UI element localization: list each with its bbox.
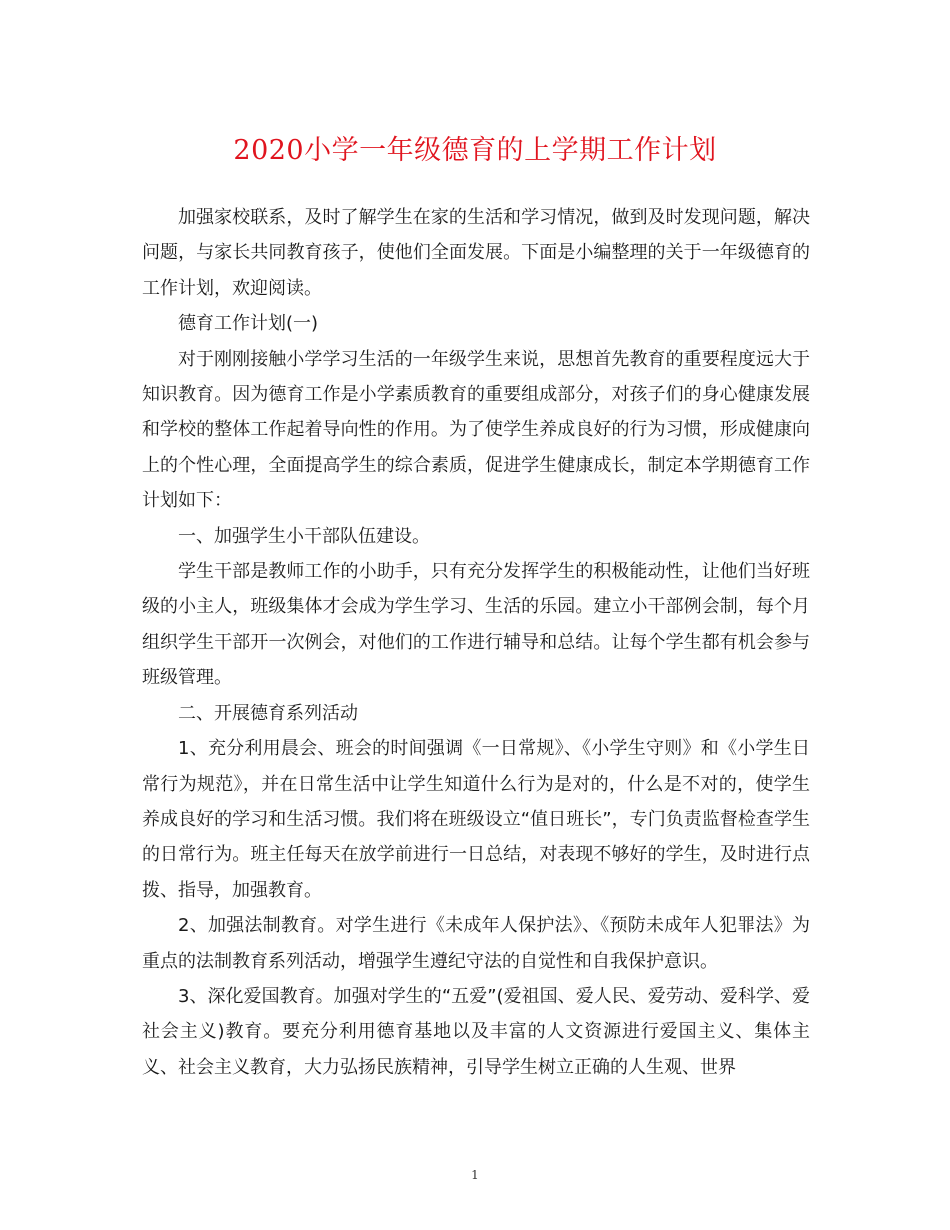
paragraph-plan-overview: 对于刚刚接触小学学习生活的一年级学生来说，思想首先教育的重要程度远大于知识教育。因为德育工作是小学素质教育的重要组成部分，对孩子们的身心健康发展和学校的整体工作起着导向性的作用。为了使学生养成良好的行为习惯，形成健康向上的个性心理，全面提高学生的综合素质，促进学生健康成长，制定本学期德育工作计划如下： xyxy=(142,348,810,512)
paragraph-activity-2: 2、加强法制教育。对学生进行《未成年人保护法》、《预防未成年人犯罪法》为重点的法制教育系列活动，增强学生遵纪守法的自觉性和自我保护意识。 xyxy=(142,915,810,972)
paragraph-intro: 加强家校联系，及时了解学生在家的生活和学习情况，做到及时发现问题，解决问题，与家长共同教育孩子，使他们全面发展。下面是小编整理的关于一年级德育的工作计划，欢迎阅读。 xyxy=(142,207,810,299)
paragraph-activity-1: 1、充分利用晨会、班会的时间强调《一日常规》、《小学生守则》和《小学生日常行为规范》，并在日常生活中让学生知道什么行为是对的，什么是不对的，使学生养成良好的学习和生活习惯。我们将在班级设立“值日班长”，专门负责监督检查学生的日常行为。班主任每天在放学前进行一日总结，对表现不够好的学生，及时进行点拨、指导，加强教育。 xyxy=(142,738,810,901)
section-heading-plan-one: 德育工作计划(一) xyxy=(178,313,319,335)
section-heading-cadre: 一、加强学生小干部队伍建设。 xyxy=(178,525,430,547)
page-number: 1 xyxy=(471,1168,479,1182)
document-title: 2020小学一年级德育的上学期工作计划 xyxy=(233,135,717,166)
paragraph-activity-3: 3、深化爱国教育。加强对学生的“五爱”(爱祖国、爱人民、爱劳动、爱科学、爱社会主义)教育。要充分利用德育基地以及丰富的人文资源进行爱国主义、集体主义、社会主义教育，大力弘扬民族精神，引导学生树立正确的人生观、世界 xyxy=(142,985,810,1078)
section-heading-activities: 二、开展德育系列活动 xyxy=(178,702,358,724)
document-body xyxy=(142,200,810,1085)
paragraph-cadre: 学生干部是教师工作的小助手，只有充分发挥学生的积极能动性，让他们当好班级的小主人，班级集体才会成为学生学习、生活的乐园。建立小干部例会制，每个月组织学生干部开一次例会，对他们的工作进行辅导和总结。让每个学生都有机会参与班级管理。 xyxy=(142,561,810,689)
